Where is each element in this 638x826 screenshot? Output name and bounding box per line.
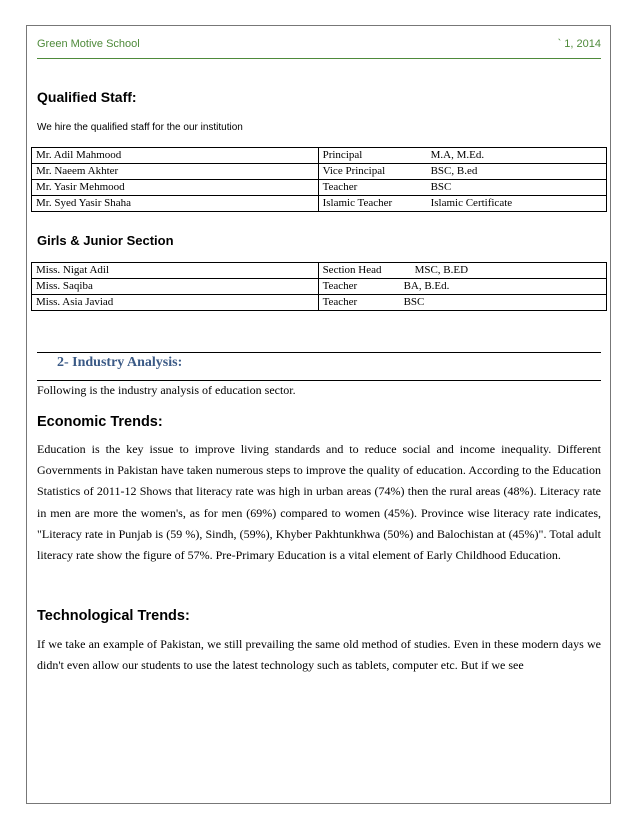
section-rule-bottom	[37, 380, 601, 381]
table-row	[32, 148, 607, 164]
staff-role-cell	[318, 263, 606, 279]
girls-section-table	[31, 262, 607, 311]
page-header	[37, 38, 601, 56]
table-row	[32, 164, 607, 180]
staff-role-cell	[318, 180, 606, 196]
qualified-staff-heading: Qualified Staff:	[37, 89, 137, 105]
staff-name: Mr. Adil Mahmood	[32, 148, 319, 164]
staff-role-cell	[318, 164, 606, 180]
staff-role-cell	[318, 148, 606, 164]
girls-junior-heading: Girls & Junior Section	[37, 233, 174, 248]
staff-qualification: Islamic Certificate	[430, 197, 513, 209]
staff-role: Islamic Teacher	[322, 197, 393, 209]
staff-role: Section Head	[322, 264, 382, 276]
staff-qualification: MSC, B.ED	[414, 264, 469, 276]
staff-role-cell	[318, 279, 606, 295]
industry-analysis-text: Following is the industry analysis of education sector.	[37, 383, 296, 397]
staff-name: Mr. Syed Yasir Shaha	[32, 196, 319, 212]
table-row	[32, 180, 607, 196]
staff-name: Miss. Asia Javiad	[32, 295, 319, 311]
economic-trends-paragraph: Education is the key issue to improve living standards and to reduce social and income inequality. Different Governments in Pakistan have taken numerous steps to improve the quality of education. According to the Education Statistics of 2011-12 Shows that literacy rate was high in urban areas (74%) then the rural areas (48%). Literacy rate in men are more the women's, as for men (69%) compared to women (45%). Province wise literacy rate indicates, "Literacy rate in Punjab is (59 %), Sindh, (59%), Khyber Pakhtunkhwa (50%) and Balochistan at (45%)". Total adult literacy rate show the figure of 57%. Pre-Primary Education is a vital element of Early Childhood Education.	[37, 442, 601, 563]
staff-role: Vice Principal	[322, 165, 386, 177]
table-row	[32, 263, 607, 279]
staff-qualification: BA, B.Ed.	[403, 280, 450, 292]
staff-name: Miss. Nigat Adil	[32, 263, 319, 279]
staff-role-cell	[318, 295, 606, 311]
technological-trends-paragraph: If we take an example of Pakistan, we still prevailing the same old method of studies. Even in these modern days we didn't even allow our students to use the latest technology such as tablets, computer etc. But if we see	[37, 637, 601, 673]
header-rule	[37, 58, 601, 59]
staff-name: Mr. Yasir Mehmood	[32, 180, 319, 196]
staff-intro: We hire the qualified staff for the our institution	[37, 122, 243, 133]
table-row	[32, 295, 607, 311]
staff-qualification: BSC	[430, 181, 452, 193]
staff-role: Teacher	[322, 181, 358, 193]
table-row	[32, 279, 607, 295]
staff-table	[31, 147, 607, 212]
staff-role-cell	[318, 196, 606, 212]
staff-role: Teacher	[322, 280, 358, 292]
staff-name: Miss. Saqiba	[32, 279, 319, 295]
staff-role: Teacher	[322, 296, 358, 308]
staff-name: Mr. Naeem Akhter	[32, 164, 319, 180]
school-name: Green Motive School	[37, 38, 140, 50]
table-row	[32, 196, 607, 212]
staff-qualification: BSC	[403, 296, 425, 308]
staff-qualification: M.A, M.Ed.	[430, 149, 485, 161]
technological-trends-heading: Technological Trends:	[37, 608, 190, 624]
staff-qualification: BSC, B.ed	[430, 165, 478, 177]
staff-role: Principal	[322, 149, 363, 161]
section-rule-top	[37, 352, 601, 353]
industry-analysis-heading: 2- Industry Analysis:	[57, 355, 183, 370]
header-date: ` 1, 2014	[557, 38, 601, 50]
economic-trends-heading: Economic Trends:	[37, 414, 163, 430]
